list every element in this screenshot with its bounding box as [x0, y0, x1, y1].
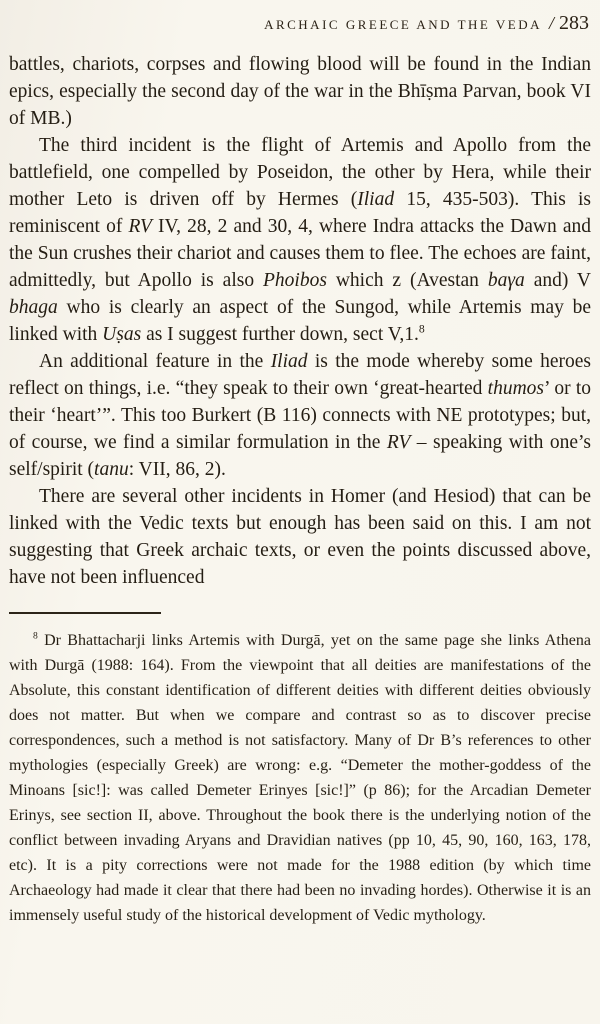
page-number: 283 [559, 12, 589, 34]
running-header [9, 12, 591, 35]
footnote-section [9, 612, 591, 928]
paragraph: The third incident is the flight of Artemis and Apollo from the battlefield, one compelled by Poseidon, the other by Hera, while their mother Leto is driven off by Hermes (Iliad 15, 435-503). This is reminiscent of RV IV, 28, 2 and 30, 4, where Indra attacks the Dawn and the Sun crushes their chariot and causes them to flee. The echoes are faint, admittedly, but Apollo is also Phoibos which z (Avestan baγa and) V bhaga who is clearly an aspect of the Sungod, while Artemis may be linked with Uṣas as I suggest further down, sect V,1.$^8$ [9, 135, 592, 345]
header-title: ARCHAIC GREECE AND THE VEDA [264, 17, 542, 32]
page-body [9, 51, 591, 591]
paragraph: battles, chariots, corpses and flowing blood will be found in the Indian epics, especially the second day of the war in the Bhīṣma Parvan, book VI of MB.) [9, 54, 591, 129]
paragraph: There are several other incidents in Homer (and Hesiod) that can be linked with the Vedic texts but enough has been said on this. I am not suggesting that Greek archaic texts, or even the points discussed above, have not been influenced [9, 486, 591, 588]
footnote-text: $^8$ Dr Bhattacharji links Artemis with Durgā, yet on the same page she links Athena with Durgā (1988: 164). From the viewpoint that all deities are manifestations of the Absolute, this constant identification of different deities with different deities obviously does not matter. But when we compare and contrast so as to discover precise correspondences, such a method is not satisfactory. Many of Dr B’s references to other mythologies (especially Greek) are wrong: e.g. “Demeter the mother-goddess of the Minoans [sic!]: was called Demeter Erinyes [sic!]” (p 86); for the Arcadian Demeter Erinys, see section II, above. Throughout the book there is the underlying notion of the conflict between invading Aryans and Dravidian natives (pp 10, 45, 90, 160, 163, 178, etc). It is a pity corrections were not made for the 1988 edition (by which time Archaeology had made it clear that there had been no invading hordes). Otherwise it is an immensely useful study of the historical development of Vedic mythology. [9, 630, 591, 924]
header-separator: / [548, 13, 554, 33]
footnote-divider [9, 612, 161, 614]
paragraph: An additional feature in the Iliad is the mode whereby some heroes reflect on things, i.e. “they speak to their own ‘great-hearted thumos’ or to their ‘heart’”. This too Burkert (B 116) connects with NE prototypes; but, of course, we find a similar formulation in the RV – speaking with one’s self/spirit (tanu: VII, 86, 2). [9, 351, 591, 480]
